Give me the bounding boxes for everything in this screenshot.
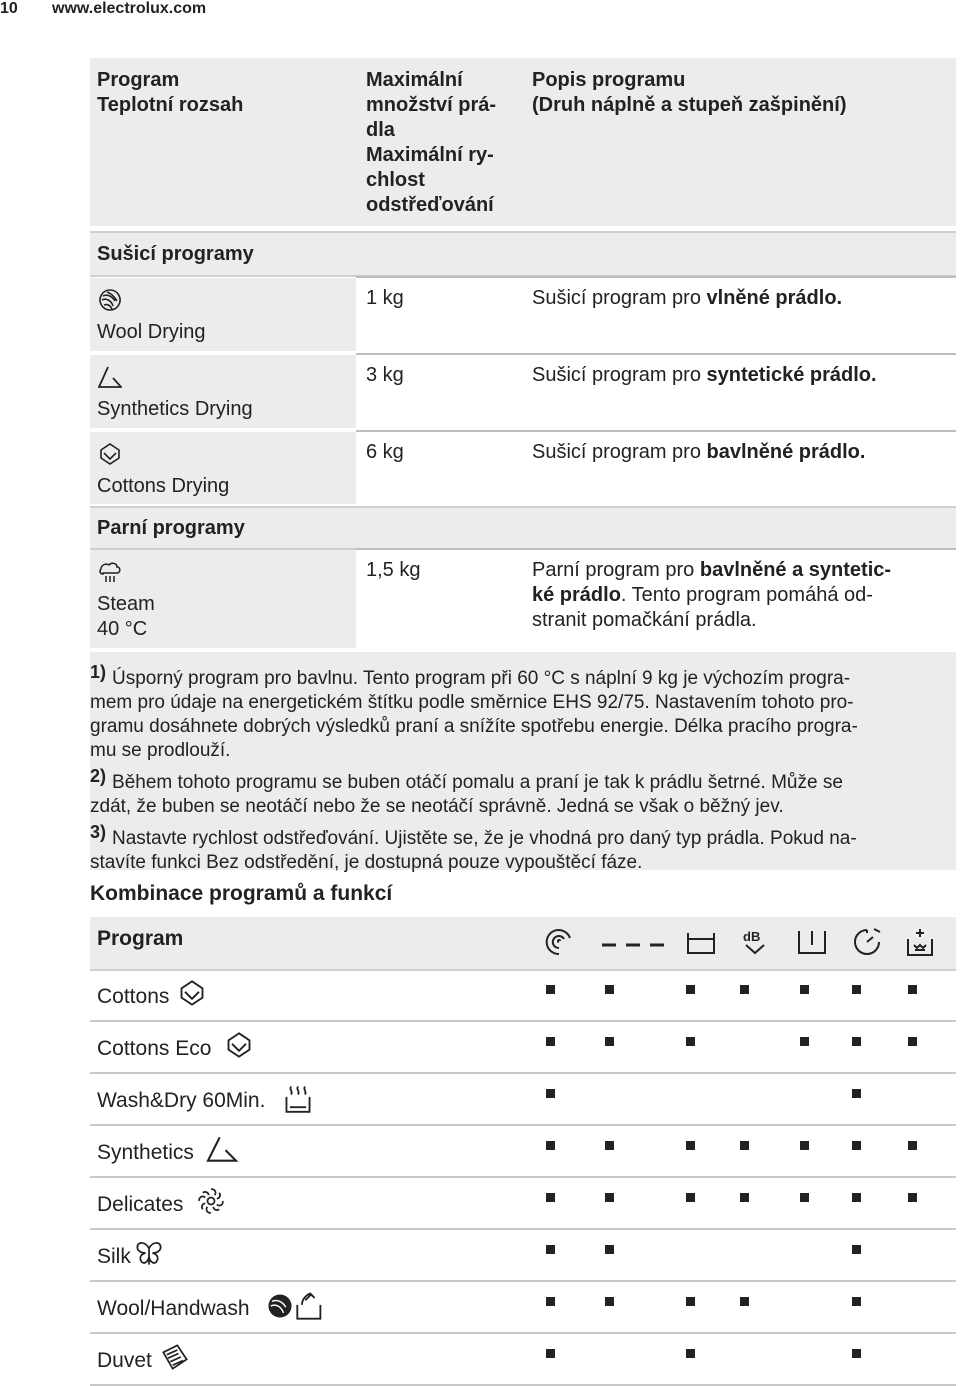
program-steam: [90, 550, 356, 648]
section-title: Kombinace programů a funkcí: [90, 882, 393, 905]
synthetics-icon: [205, 1135, 239, 1163]
rinse-hold-icon: [686, 927, 716, 957]
header-program-label: Program: [97, 927, 184, 950]
program-description: Sušicí program pro bavlněné prádlo.: [532, 441, 866, 463]
row-divider: [356, 548, 956, 550]
function-available-mark: [686, 1037, 695, 1046]
cottons-icon: [98, 442, 122, 466]
program-synthetics-drying: [90, 355, 356, 428]
function-available-mark: [605, 1297, 614, 1306]
no-spin-icon: [600, 927, 666, 957]
function-available-mark: [800, 985, 809, 994]
delicates-icon: [197, 1187, 225, 1215]
function-available-mark: [605, 1193, 614, 1202]
function-available-mark: [605, 985, 614, 994]
program-name: Wool Drying: [97, 321, 206, 343]
footnote-2: $^{2)}$ Během tohoto programu se buben otáčí pomalu a praní je tak k prádlu šetrné. Může se zdát, že buben se neotáčí nebo že se neotáčí správně. Jedná se však o běžný jev.: [90, 766, 843, 817]
program-table-header: [90, 58, 956, 226]
load-value: 1 kg: [366, 287, 404, 309]
function-available-mark: [908, 1193, 917, 1202]
program-description: Sušicí program pro vlněné prádlo.: [532, 287, 843, 309]
footnote-1: $^{1)}$ Úsporný program pro bavlnu. Tento program při 60 °C s náplní 9 kg je výchozím progra- mem pro údaje na energetickém štítku podle směrnice EHS 92/75. Nastavením tohoto pro- gramu dosáhnete dobrých výsledků praní a snížíte spotřebu energie. Délka pracího progra- mu se prodlouží.: [90, 662, 858, 761]
program-name: Silk: [97, 1245, 131, 1268]
duvet-icon: [161, 1343, 189, 1371]
function-available-mark: [740, 1141, 749, 1150]
function-available-mark: [800, 1193, 809, 1202]
program-name: Duvet: [97, 1349, 152, 1372]
combination-row: [90, 1021, 956, 1074]
function-available-mark: [686, 1193, 695, 1202]
function-available-mark: [852, 1297, 861, 1306]
function-available-mark: [546, 1141, 555, 1150]
function-available-mark: [740, 985, 749, 994]
function-available-mark: [546, 1297, 555, 1306]
combination-row: [90, 1073, 956, 1126]
function-available-mark: [852, 1141, 861, 1150]
function-available-mark: [740, 1193, 749, 1202]
cottons-icon: [178, 979, 206, 1007]
wool-icon: [98, 288, 122, 312]
prewash-icon: [797, 927, 827, 957]
function-available-mark: [852, 1037, 861, 1046]
program-name: Cottons: [97, 985, 170, 1008]
row-divider: [356, 430, 956, 432]
function-available-mark: [908, 1037, 917, 1046]
program-description: Parní program pro bavlněné a syntetic-: [532, 559, 892, 581]
footnotes: [90, 652, 956, 873]
row-divider: [356, 276, 956, 278]
combination-row: [90, 1177, 956, 1230]
section-steam-programs: Parní programy: [90, 506, 956, 550]
wool-handwash-icon: [267, 1291, 323, 1321]
silk-icon: [135, 1239, 163, 1267]
combination-row: [90, 1333, 956, 1386]
load-value: 1,5 kg: [366, 559, 421, 581]
function-available-mark: [605, 1037, 614, 1046]
program-name: Steam: [97, 593, 155, 615]
svg-text:dB: dB: [743, 929, 761, 944]
header-col-description: Popis programu (Druh náplně a stupeň zašpinění): [532, 69, 847, 116]
combination-row: [90, 1281, 956, 1334]
program-name: Wool/Handwash: [97, 1297, 250, 1320]
function-available-mark: [852, 1193, 861, 1202]
program-wool-drying: [90, 278, 356, 351]
steam-icon: [98, 560, 122, 584]
page-number: 10: [0, 0, 18, 17]
program-description: stranit pomačkání prádla.: [532, 609, 757, 631]
row-divider: [356, 353, 956, 355]
program-temperature: 40 °C: [97, 618, 148, 640]
function-available-mark: [852, 1089, 861, 1098]
function-available-mark: [686, 1349, 695, 1358]
combination-row: [90, 1125, 956, 1178]
function-available-mark: [546, 1245, 555, 1254]
load-value: 6 kg: [366, 441, 404, 463]
function-available-mark: [852, 985, 861, 994]
function-available-mark: [852, 1349, 861, 1358]
function-available-mark: [800, 1141, 809, 1150]
section-drying-programs: Sušicí programy: [90, 231, 956, 277]
function-available-mark: [546, 1193, 555, 1202]
function-available-mark: [546, 1037, 555, 1046]
silent-icon: [740, 927, 770, 957]
function-available-mark: [800, 1037, 809, 1046]
function-available-mark: [908, 985, 917, 994]
spin-icon: [544, 927, 574, 957]
combination-table-header: [90, 917, 956, 971]
program-cottons-drying: [90, 432, 356, 504]
time-saving-icon: [852, 927, 882, 957]
cottons-icon: [225, 1031, 253, 1059]
combination-row: [90, 1229, 956, 1282]
wash-dry-icon: [284, 1083, 312, 1113]
function-available-mark: [605, 1141, 614, 1150]
function-available-mark: [686, 1141, 695, 1150]
program-name: Synthetics Drying: [97, 398, 253, 420]
function-available-mark: [686, 1297, 695, 1306]
function-available-mark: [546, 985, 555, 994]
program-description: ké prádlo. Tento program pomáhá od-: [532, 584, 873, 606]
combination-row: [90, 969, 956, 1022]
program-name: Wash&Dry 60Min.: [97, 1089, 266, 1112]
function-available-mark: [686, 985, 695, 994]
function-available-mark: [908, 1141, 917, 1150]
footnote-3: $^{3)}$ Nastavte rychlost odstřeďování. Ujistěte se, že je vhodná pro daný typ prádla. Pokud na- stavíte funkci Bez odstředění, je dostupná pouze vypouštěcí fáze.: [90, 822, 857, 873]
program-name: Cottons Drying: [97, 475, 230, 497]
header-col-program: Program Teplotní rozsah: [97, 69, 244, 116]
function-available-mark: [546, 1349, 555, 1358]
function-available-mark: [605, 1245, 614, 1254]
program-name: Cottons Eco: [97, 1037, 212, 1060]
synthetics-icon: [98, 365, 122, 389]
load-value: 3 kg: [366, 364, 404, 386]
function-available-mark: [852, 1245, 861, 1254]
function-available-mark: [546, 1089, 555, 1098]
program-name: Synthetics: [97, 1141, 194, 1164]
function-available-mark: [740, 1297, 749, 1306]
header-col-load: Maximální množství prá- dla Maximální ry- chlost odstřeďování: [366, 69, 497, 216]
extra-rinse-icon: [905, 927, 935, 957]
website-link[interactable]: www.electrolux.com: [52, 0, 207, 17]
program-name: Delicates: [97, 1193, 184, 1216]
program-description: Sušicí program pro syntetické prádlo.: [532, 364, 877, 386]
